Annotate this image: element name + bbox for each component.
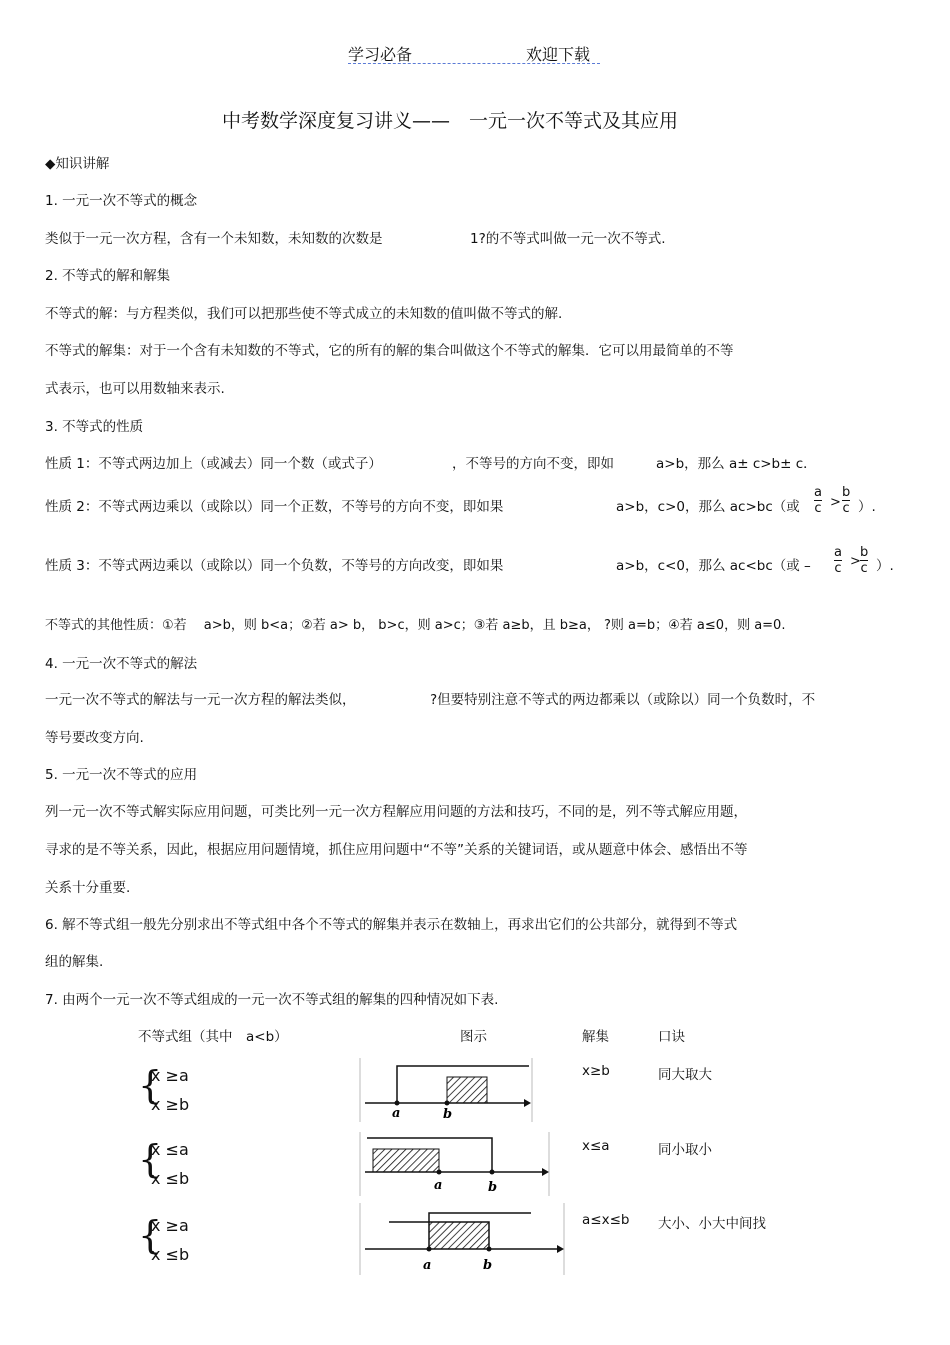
number-line-diagram-3 bbox=[359, 1203, 569, 1275]
s1-text-b: 1?的不等式叫做一元一次不等式. bbox=[470, 231, 666, 247]
table-row-1-rhyme: 同大取大 bbox=[658, 1067, 712, 1083]
s7-heading: 7. 由两个一元一次不等式组成的一元一次不等式组的解集的四种情况如下表. bbox=[45, 992, 499, 1008]
header-dashed-rule bbox=[348, 63, 600, 64]
property-2-fraction-b: $\frac{b}{c}$ bbox=[842, 485, 851, 516]
table-header-rhyme: 口诀 bbox=[658, 1029, 685, 1045]
property-1-a: 性质 1：不等式两边加上（或减去）同一个数（或式子） bbox=[45, 456, 382, 472]
system-brace: { bbox=[138, 1137, 163, 1181]
table-row-3-rhyme: 大小、小大中间找 bbox=[658, 1216, 766, 1232]
table-row-2-system: x ≤a x ≤b bbox=[151, 1140, 190, 1188]
system-brace: { bbox=[138, 1213, 163, 1257]
table-row-2-solution: x≤a bbox=[582, 1138, 610, 1154]
property-2-gt: > bbox=[830, 495, 841, 510]
table-row-1-system: x ≥a x ≥b bbox=[151, 1066, 190, 1114]
label-a: a bbox=[423, 1258, 432, 1273]
label-a: a bbox=[392, 1106, 401, 1121]
s2-solution-set-2: 式表示，也可以用数轴来表示. bbox=[45, 381, 225, 397]
number-line-diagram-1 bbox=[359, 1058, 539, 1122]
s4-heading: 4. 一元一次不等式的解法 bbox=[45, 656, 198, 672]
table-row-3-solution: a≤x≤b bbox=[582, 1212, 630, 1228]
property-3-fraction-b: $\frac{b}{c}$ bbox=[860, 545, 869, 576]
s1-text-a: 类似于一元一次方程，含有一个未知数，未知数的次数是 bbox=[45, 231, 383, 247]
s2-heading: 2. 不等式的解和解集 bbox=[45, 268, 171, 284]
s5-text-a: 列一元一次不等式解实际应用问题，可类比列一元一次方程解应用问题的方法和技巧，不同的是，列不等式解应用题， bbox=[45, 804, 747, 820]
table-row-3-system: x ≥a x ≤b bbox=[151, 1216, 190, 1264]
table-header-solution: 解集 bbox=[582, 1029, 609, 1045]
property-1-b: ，不等号的方向不变，即如 bbox=[452, 456, 614, 472]
s6-text-b: 组的解集. bbox=[45, 954, 104, 970]
table-row-1-solution: x≥b bbox=[582, 1063, 610, 1079]
s4-text-a: 一元一次不等式的解法与一元一次方程的解法类似， bbox=[45, 692, 356, 708]
property-2-b: a>b，c>0，那么 ac>bc（或 bbox=[616, 499, 800, 515]
s2-solution-set-1: 不等式的解集：对于一个含有未知数的不等式，它的所有的解的集合叫做这个不等式的解集．它可以用最简单的不等 bbox=[45, 343, 734, 359]
table-header-diagram: 图示 bbox=[460, 1029, 487, 1045]
s5-heading: 5. 一元一次不等式的应用 bbox=[45, 767, 198, 783]
document-title: 中考数学深度复习讲义—— 一元一次不等式及其应用 bbox=[222, 110, 679, 132]
property-1-c: a>b，那么 a± c>b± c． bbox=[656, 456, 817, 472]
header-right: 欢迎下载 bbox=[526, 45, 591, 64]
property-3-end: ）. bbox=[876, 558, 894, 574]
property-2-end: ）. bbox=[858, 499, 876, 515]
label-b: b bbox=[443, 1107, 453, 1122]
s1-heading: 1. 一元一次不等式的概念 bbox=[45, 193, 198, 209]
s3-heading: 3. 不等式的性质 bbox=[45, 419, 144, 435]
section-heading: ◆知识讲解 bbox=[45, 156, 110, 172]
s5-text-c: 关系十分重要. bbox=[45, 880, 131, 896]
s5-text-b: 寻求的是不等关系，因此，根据应用问题情境，抓住应用问题中“不等”关系的关键词语，或从题意中体会、感悟出不等 bbox=[45, 842, 748, 858]
number-line-diagram-2 bbox=[359, 1132, 554, 1196]
s6-text-a: 6. 解不等式组一般先分别求出不等式组中各个不等式的解集并表示在数轴上，再求出它们的公共部分，就得到不等式 bbox=[45, 917, 738, 933]
header-left: 学习必备 bbox=[348, 45, 413, 64]
table-header-system: 不等式组（其中 a<b） bbox=[138, 1029, 288, 1045]
s4-text-c: 等号要改变方向. bbox=[45, 730, 144, 746]
other-properties: 不等式的其他性质：①若 a>b，则 b<a；②若 a> b， b>c，则 a>c；③若 a≥b，且 b≥a， ?则 a=b；④若 a≤0，则 a=0. bbox=[45, 618, 786, 633]
table-row-2-rhyme: 同小取小 bbox=[658, 1142, 712, 1158]
label-a: a bbox=[434, 1178, 443, 1193]
property-2-a: 性质 2：不等式两边乘以（或除以）同一个正数，不等号的方向不变，即如果 bbox=[45, 499, 504, 515]
property-2-fraction-a: $\frac{a}{c}$ bbox=[814, 485, 822, 516]
s4-text-b: ?但要特别注意不等式的两边都乘以（或除以）同一个负数时，不 bbox=[430, 692, 816, 708]
system-brace: { bbox=[138, 1063, 163, 1107]
label-b: b bbox=[488, 1180, 498, 1195]
label-b: b bbox=[483, 1258, 493, 1273]
property-3-b: a>b，c<0，那么 ac<bc（或 – bbox=[616, 558, 811, 574]
property-3-a: 性质 3：不等式两边乘以（或除以）同一个负数，不等号的方向改变，即如果 bbox=[45, 558, 504, 574]
property-3-fraction-a: $\frac{a}{c}$ bbox=[834, 545, 842, 576]
property-3-gt: > bbox=[850, 554, 861, 569]
s2-solution: 不等式的解：与方程类似，我们可以把那些使不等式成立的未知数的值叫做不等式的解. bbox=[45, 306, 563, 322]
